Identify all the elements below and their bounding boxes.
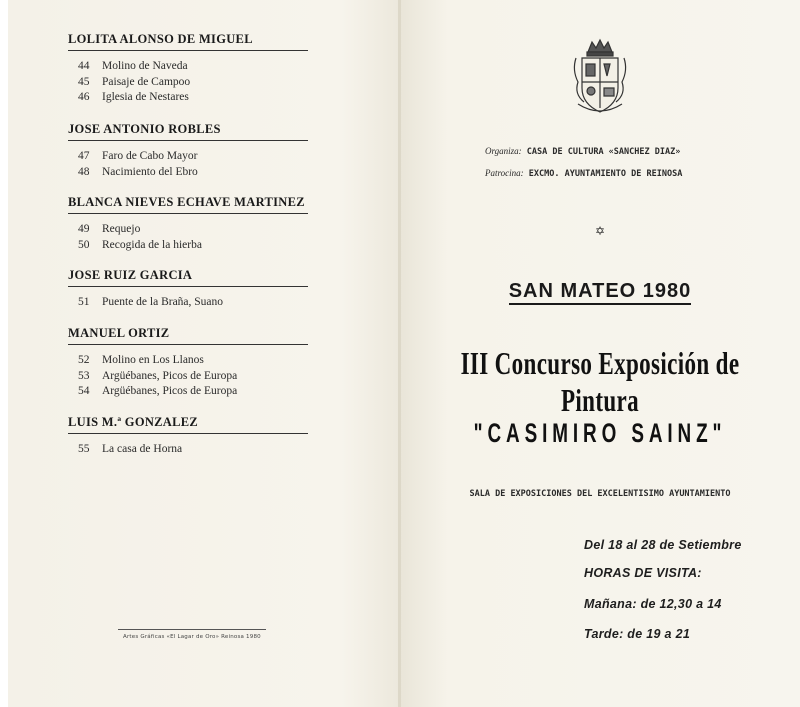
work-item [78, 222, 308, 238]
artist-block [68, 415, 308, 458]
work-number: 44 [78, 60, 90, 72]
work-list [78, 149, 308, 180]
sponsor-name: EXCMO. AYUNTAMIENTO DE REINOSA [528, 169, 683, 179]
work-title: Argüébanes, Picos de Europa [102, 369, 238, 382]
work-title: Recogida de la hierba [102, 238, 202, 251]
morning-hours: Mañana: de 12,30 a 14 [584, 597, 722, 611]
work-title: Faro de Cabo Mayor [102, 150, 198, 162]
work-number: 55 [78, 443, 90, 455]
coat-of-arms-icon [568, 38, 632, 118]
sponsor-label: Patrocina: [485, 168, 524, 178]
work-number: 51 [78, 296, 90, 308]
work-item [78, 442, 308, 458]
work-item [78, 165, 308, 181]
work-list [78, 295, 308, 311]
work-item [78, 384, 308, 400]
artist-block [68, 326, 308, 400]
work-list [78, 222, 308, 253]
work-title: La casa de Horna [102, 443, 183, 455]
work-title: Iglesia de Nestares [102, 91, 189, 103]
work-number: 45 [78, 75, 90, 88]
sponsor-line [485, 168, 682, 179]
organizer-label: Organiza: [485, 146, 522, 156]
work-title: Puente de la Braña, Suano [102, 296, 224, 308]
work-item [78, 369, 308, 385]
artist-name: LUIS M.ª GONZALEZ [68, 415, 308, 434]
honoree-name: "CASIMIRO SAINZ" [473, 418, 727, 448]
artist-name: BLANCA NIEVES ECHAVE MARTINEZ [68, 195, 308, 214]
work-item [78, 59, 308, 75]
page-fold [398, 0, 401, 707]
artist-name: JOSE ANTONIO ROBLES [68, 122, 308, 141]
visiting-hours-heading: HORAS DE VISITA: [584, 566, 702, 580]
work-number: 54 [78, 385, 90, 397]
artist-block [68, 195, 308, 253]
artist-block [68, 32, 308, 106]
afternoon-hours: Tarde: de 19 a 21 [584, 627, 691, 641]
work-item [78, 75, 308, 91]
work-item [78, 149, 308, 165]
organizer-line [485, 146, 680, 157]
artist-name: JOSE RUIZ GARCIA [68, 268, 308, 287]
work-title: Paisaje de Campoo [102, 75, 191, 88]
work-title: Molino en Los Llanos [102, 354, 204, 366]
work-item [78, 295, 308, 311]
work-item [78, 238, 308, 254]
artist-name: LOLITA ALONSO DE MIGUEL [68, 32, 308, 51]
star-of-david-icon: ✡ [595, 224, 606, 238]
work-number: 50 [78, 238, 90, 251]
organizer-name: CASA DE CULTURA «SANCHEZ DIAZ» [526, 147, 681, 157]
printer-rule [118, 629, 266, 630]
work-title: Requejo [102, 223, 141, 235]
work-number: 47 [78, 150, 90, 162]
work-number: 49 [78, 223, 90, 235]
contest-title: III Concurso Exposición de Pintura [460, 345, 740, 418]
artist-block [68, 122, 308, 180]
work-number: 48 [78, 165, 90, 178]
printer-credit: Artes Gráficas «El Lagar de Oro» Reinosa 1980 [123, 634, 261, 640]
event-title: SAN MATEO 1980 [400, 280, 800, 303]
work-title: Nacimiento del Ebro [102, 165, 198, 178]
work-item [78, 353, 308, 369]
artist-block [68, 268, 308, 311]
work-number: 52 [78, 354, 90, 366]
work-list [78, 59, 308, 106]
work-item [78, 90, 308, 106]
work-number: 53 [78, 369, 90, 382]
work-title: Molino de Naveda [102, 60, 188, 72]
work-list [78, 353, 308, 400]
work-title: Argüébanes, Picos de Europa [102, 385, 238, 397]
venue: SALA DE EXPOSICIONES DEL EXCELENTISIMO AYUNTAMIENTO [469, 489, 731, 499]
work-list [78, 442, 308, 458]
exhibition-dates: Del 18 al 28 de Setiembre [584, 538, 742, 552]
artist-name: MANUEL ORTIZ [68, 326, 308, 345]
work-number: 46 [78, 91, 90, 103]
